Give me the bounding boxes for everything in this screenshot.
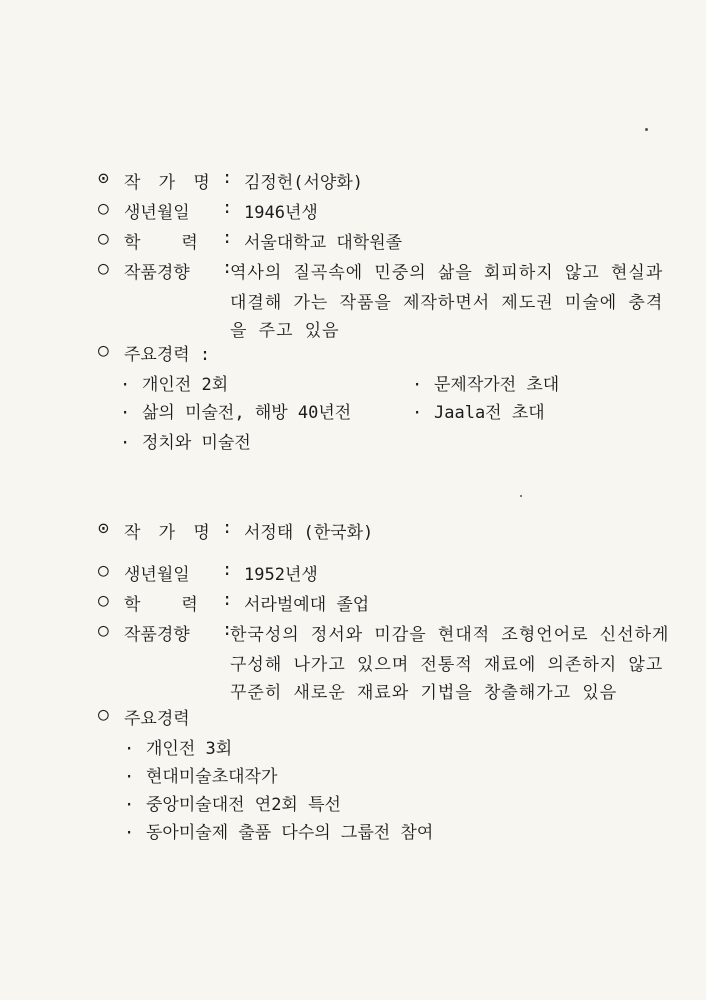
dot-bullet-icon: · xyxy=(120,433,131,453)
artist-1-birth-row xyxy=(98,198,318,223)
colon: : xyxy=(222,168,233,188)
name-label: 작 가 명 xyxy=(124,173,214,193)
career-item xyxy=(124,734,232,759)
style-label: 작품경향 xyxy=(124,263,190,283)
circle-bullet-icon: ○ xyxy=(98,340,109,361)
career-item xyxy=(412,370,559,395)
paper-speck xyxy=(645,128,648,131)
artist-2-birth-row xyxy=(98,560,318,585)
career-item xyxy=(124,818,433,843)
style-description-line: 대결해 가는 작품을 제작하면서 제도권 미술에 충격 xyxy=(230,293,664,313)
style-description-line: 구성해 나가고 있으며 전통적 재료에 의존하지 않고 xyxy=(230,655,664,675)
career-text: 개인전 3회 xyxy=(146,739,233,759)
colon: : xyxy=(222,258,233,278)
dot-bullet-icon: · xyxy=(124,823,135,843)
circle-bullet-icon: ○ xyxy=(98,198,109,219)
career-text: 정치와 미술전 xyxy=(142,433,251,453)
education-value: 서울대학교 대학원졸 xyxy=(244,233,403,253)
paper-speck xyxy=(520,495,522,497)
colon: : xyxy=(222,590,233,610)
colon: : xyxy=(222,518,233,538)
circle-bullet-icon: ○ xyxy=(98,620,109,641)
colon: : xyxy=(222,228,233,248)
colon: : xyxy=(222,560,233,580)
education-label: 학 력 xyxy=(124,233,198,253)
birth-year: 1952년생 xyxy=(244,565,318,585)
artist-2-style-row xyxy=(98,620,244,645)
circle-bullet-icon: ○ xyxy=(98,590,109,611)
dot-bullet-icon: · xyxy=(124,739,135,759)
dot-bullet-icon: · xyxy=(124,795,135,815)
style-description-line: 역사의 질곡속에 민중의 삶을 회피하지 않고 현실과 xyxy=(230,263,664,283)
career-label: 주요경력 : xyxy=(124,345,211,365)
career-item xyxy=(120,398,351,423)
birth-label: 생년월일 xyxy=(124,565,190,585)
career-text: 문제작가전 초대 xyxy=(434,375,560,395)
artist-name: 김정헌(서양화) xyxy=(244,173,364,193)
dot-bullet-icon: · xyxy=(120,375,131,395)
artist-1-style-row xyxy=(98,258,244,283)
career-text: Jaala전 초대 xyxy=(434,403,545,423)
birth-label: 생년월일 xyxy=(124,203,190,223)
dot-bullet-icon: · xyxy=(412,375,423,395)
artist-2-education-row xyxy=(98,590,369,615)
colon: : xyxy=(222,620,233,640)
career-text: 현대미술초대작가 xyxy=(146,767,278,787)
career-text: 개인전 2회 xyxy=(142,375,229,395)
career-item xyxy=(120,370,228,395)
target-bullet-icon: ⊙ xyxy=(98,518,109,539)
artist-2-name-row xyxy=(98,518,373,543)
career-item xyxy=(124,762,277,787)
education-value: 서라벌예대 졸업 xyxy=(244,595,370,615)
artist-1-career-row xyxy=(98,340,210,365)
target-bullet-icon: ⊙ xyxy=(98,168,109,189)
birth-year: 1946년생 xyxy=(244,203,318,223)
career-text: 삶의 미술전, 해방 40년전 xyxy=(142,403,352,423)
dot-bullet-icon: · xyxy=(412,403,423,423)
career-item xyxy=(120,428,251,453)
style-description-line: 꾸준히 새로운 재료와 기법을 창출해가고 있음 xyxy=(230,683,618,703)
dot-bullet-icon: · xyxy=(120,403,131,423)
career-item xyxy=(124,790,341,815)
artist-2-career-row xyxy=(98,704,190,729)
style-label: 작품경향 xyxy=(124,625,190,645)
artist-1-education-row xyxy=(98,228,402,253)
circle-bullet-icon: ○ xyxy=(98,228,109,249)
dot-bullet-icon: · xyxy=(124,767,135,787)
career-text: 중앙미술대전 연2회 특선 xyxy=(146,795,341,815)
career-text: 동아미술제 출품 다수의 그룹전 참여 xyxy=(146,823,434,843)
circle-bullet-icon: ○ xyxy=(98,258,109,279)
career-label: 주요경력 xyxy=(124,709,190,729)
style-description-line: 을 주고 있음 xyxy=(230,321,340,341)
circle-bullet-icon: ○ xyxy=(98,560,109,581)
style-description-line: 한국성의 정서와 미감을 현대적 조형언어로 신선하게 xyxy=(230,625,670,645)
education-label: 학 력 xyxy=(124,595,198,615)
colon: : xyxy=(222,198,233,218)
artist-name: 서정태 (한국화) xyxy=(244,523,374,543)
name-label: 작 가 명 xyxy=(124,523,214,543)
circle-bullet-icon: ○ xyxy=(98,704,109,725)
artist-1-name-row xyxy=(98,168,363,193)
career-item xyxy=(412,398,545,423)
